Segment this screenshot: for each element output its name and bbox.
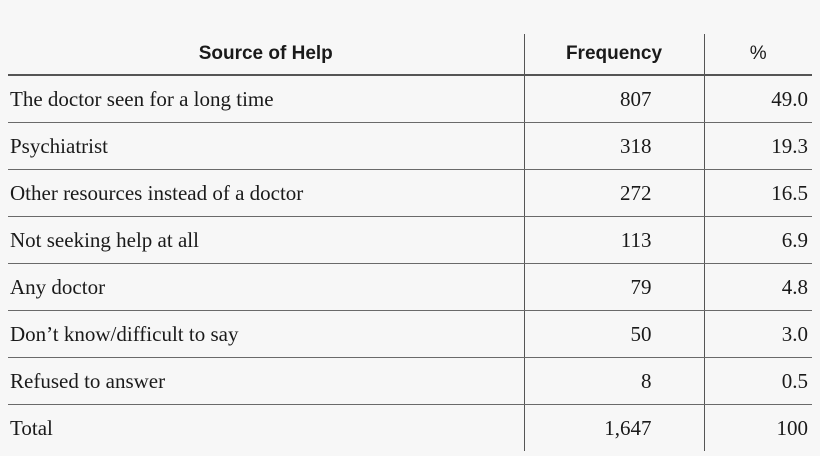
frequency-cell: 807	[524, 75, 704, 123]
source-cell: Psychiatrist	[8, 123, 524, 170]
total-percent-cell: 100	[704, 405, 812, 452]
total-row	[8, 405, 812, 452]
source-cell: Any doctor	[8, 264, 524, 311]
table-row	[8, 358, 812, 405]
source-cell: Don’t know/difficult to say	[8, 311, 524, 358]
frequency-cell: 79	[524, 264, 704, 311]
header-frequency: Frequency	[524, 34, 704, 75]
frequency-cell: 272	[524, 170, 704, 217]
frequency-cell: 318	[524, 123, 704, 170]
table-row	[8, 123, 812, 170]
source-cell: Other resources instead of a doctor	[8, 170, 524, 217]
frequency-cell: 8	[524, 358, 704, 405]
percent-cell: 16.5	[704, 170, 812, 217]
percent-cell: 4.8	[704, 264, 812, 311]
total-label-cell: Total	[10, 415, 53, 440]
table-row	[8, 217, 812, 264]
header-percent: %	[704, 34, 812, 75]
help-source-table	[8, 34, 812, 451]
percent-cell: 6.9	[704, 217, 812, 264]
source-cell: The doctor seen for a long time	[8, 75, 524, 123]
table-row	[8, 170, 812, 217]
source-cell: Refused to answer	[8, 358, 524, 405]
table-row	[8, 311, 812, 358]
header-source: Source of Help	[8, 34, 524, 75]
percent-cell: 19.3	[704, 123, 812, 170]
source-cell: Not seeking help at all	[8, 217, 524, 264]
frequency-cell: 50	[524, 311, 704, 358]
total-frequency-cell: 1,647	[524, 405, 704, 452]
table-row	[8, 75, 812, 123]
percent-cell: 0.5	[704, 358, 812, 405]
percent-cell: 49.0	[704, 75, 812, 123]
header-row	[8, 34, 812, 75]
percent-cell: 3.0	[704, 311, 812, 358]
frequency-cell: 113	[524, 217, 704, 264]
table-row	[8, 264, 812, 311]
